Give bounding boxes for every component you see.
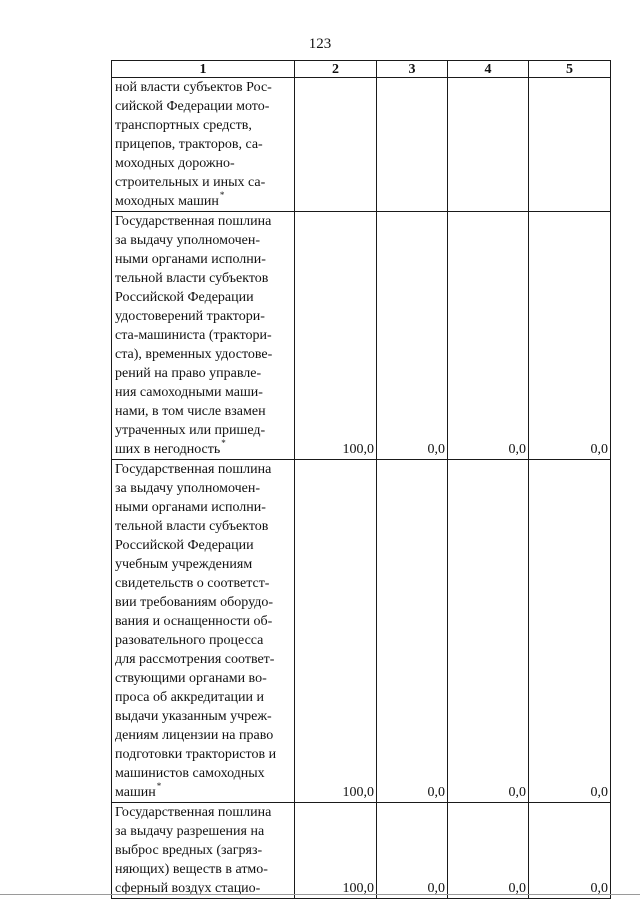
description-line: выдачи указанным учреж- (115, 709, 272, 724)
value-cell-col-2: 100,0 (295, 212, 377, 460)
row-description (112, 78, 295, 212)
description-line: Государственная пошлина (115, 462, 272, 477)
value-cell-col-3: 0,0 (377, 212, 448, 460)
row-description (112, 803, 295, 899)
page-bottom-rule (0, 894, 640, 895)
value-cell-col-3 (377, 78, 448, 212)
description-line: ствующими органами во- (115, 671, 267, 686)
description-line: свидетельств о соответст- (115, 576, 270, 591)
description-line: выброс вредных (загряз- (115, 843, 263, 858)
description-line: Государственная пошлина (115, 805, 272, 820)
description-line: Государственная пошлина (115, 214, 272, 229)
value-cell-col-2: 100,0 (295, 803, 377, 899)
value-cell-col-5: 0,0 (529, 460, 611, 803)
description-line: машинистов самоходных (115, 766, 265, 781)
description-line: моходных машин* (115, 190, 225, 209)
description-line: нами, в том числе взамен (115, 404, 266, 419)
value-cell-col-4: 0,0 (448, 803, 529, 899)
description-line: проса об аккредитации и (115, 690, 264, 705)
description-line: строительных и иных са- (115, 175, 266, 190)
value-cell-col-5: 0,0 (529, 212, 611, 460)
value-cell-col-3: 0,0 (377, 803, 448, 899)
description-line: сферный воздух стацио- (115, 881, 261, 896)
footnote-marker: * (156, 781, 162, 791)
description-line: дениям лицензии на право (115, 728, 274, 743)
description-line: сийской Федерации мото- (115, 99, 270, 114)
description-line: за выдачу уполномочен- (115, 481, 261, 496)
description-line: ста), временных удостове- (115, 347, 273, 362)
description-line: ста-машиниста (трактори- (115, 328, 272, 343)
description-line: вии требованиям оборудо- (115, 595, 273, 610)
header-col-5: 5 (529, 61, 611, 78)
value-cell-col-4: 0,0 (448, 212, 529, 460)
description-line: утраченных или пришед- (115, 423, 266, 438)
description-line: Российской Федерации (115, 538, 254, 553)
value-cell-col-2 (295, 78, 377, 212)
description-line: ными органами исполни- (115, 500, 266, 515)
value-cell-col-3: 0,0 (377, 460, 448, 803)
value-cell-col-2: 100,0 (295, 460, 377, 803)
header-col-1: 1 (112, 61, 295, 78)
description-line: ших в негодность* (115, 438, 226, 457)
row-description (112, 212, 295, 460)
table-row (112, 212, 611, 460)
table-row (112, 460, 611, 803)
header-col-2: 2 (295, 61, 377, 78)
value-cell-col-4: 0,0 (448, 460, 529, 803)
description-line: ния самоходными маши- (115, 385, 263, 400)
description-line: за выдачу уполномочен- (115, 233, 261, 248)
header-col-3: 3 (377, 61, 448, 78)
description-line: транспортных средств, (115, 118, 252, 133)
header-col-4: 4 (448, 61, 529, 78)
footnote-marker: * (221, 438, 226, 448)
description-line: за выдачу разрешения на (115, 824, 265, 839)
value-cell-col-5 (529, 78, 611, 212)
table-body (112, 61, 611, 899)
description-line: учебным учреждениям (115, 557, 253, 572)
description-line: тельной власти субъектов (115, 519, 269, 534)
table-row (112, 78, 611, 212)
description-line: моходных дорожно- (115, 156, 235, 171)
footnote-marker: * (219, 190, 225, 200)
description-line: прицепов, тракторов, са- (115, 137, 263, 152)
description-line: рений на право управле- (115, 366, 262, 381)
value-cell-col-4 (448, 78, 529, 212)
description-line: вания и оснащенности об- (115, 614, 273, 629)
description-line: Российской Федерации (115, 290, 254, 305)
description-line: тельной власти субъектов (115, 271, 269, 286)
description-line: няющих) веществ в атмо- (115, 862, 268, 877)
budget-table (111, 60, 611, 899)
value-cell-col-5: 0,0 (529, 803, 611, 899)
description-line: удостоверений трактори- (115, 309, 265, 324)
description-line: ной власти субъектов Рос- (115, 80, 272, 95)
description-line: разовательного процесса (115, 633, 264, 648)
description-line: для рассмотрения соответ- (115, 652, 275, 667)
description-line: ными органами исполни- (115, 252, 266, 267)
header-row (112, 61, 611, 78)
row-description (112, 460, 295, 803)
description-line: машин* (115, 781, 162, 800)
description-line: подготовки трактористов и (115, 747, 277, 762)
page-number: 123 (308, 36, 332, 52)
table-row (112, 803, 611, 899)
